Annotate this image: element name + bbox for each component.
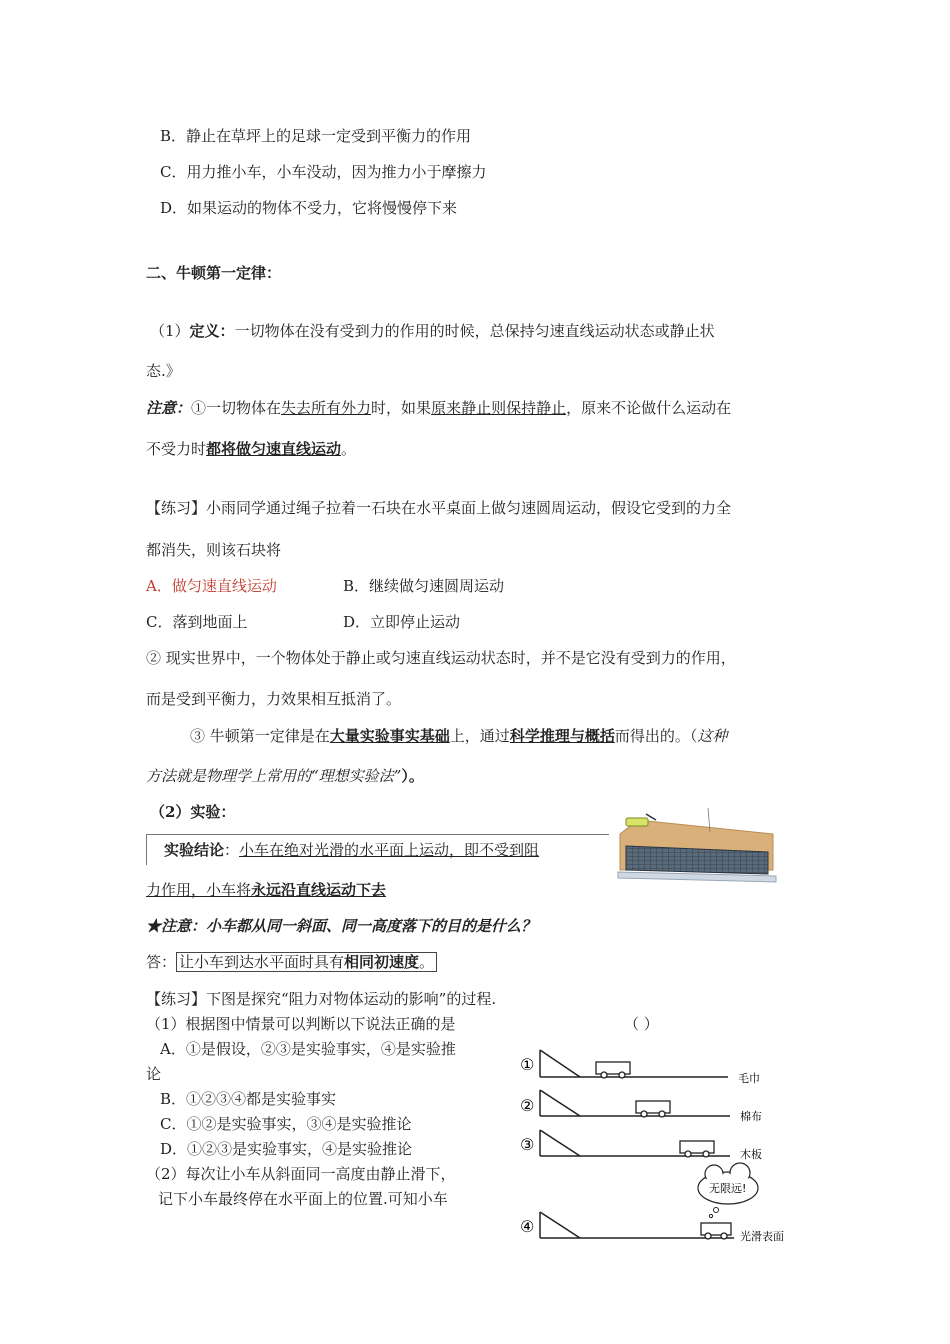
practice2-q2-line-1: （2）每次让小车从斜面同一高度由静止滑下， — [146, 1165, 456, 1183]
note-label: 注意： — [146, 399, 192, 417]
practice1-option-d: D．立即停止运动 — [343, 613, 461, 631]
bubble-text: 无限远! — [709, 1182, 747, 1195]
surface-towel: 毛巾 — [738, 1072, 760, 1085]
conclusion-line-1 — [164, 840, 539, 860]
answer-box — [176, 952, 437, 972]
practice2-option-a-cont: 论 — [146, 1065, 162, 1083]
definition-line-1 — [150, 321, 715, 341]
section-title: 二、牛顿第一定律： — [146, 264, 282, 282]
note1-line-2 — [146, 439, 356, 459]
option-b: B．静止在草坪上的足球一定受到平衡力的作用 — [160, 127, 472, 145]
note1-u1: 失去所有外力 — [281, 399, 372, 417]
practice2-option-a: A．①是假设，②③是实验事实，④是实验推 — [160, 1040, 456, 1058]
definition-label: 定义： — [189, 322, 235, 340]
practice2-q2-line-2: 记下小车最终停在水平面上的位置.可知小车 — [158, 1190, 448, 1208]
practice2-intro: 【练习】下图是探究“阻力对物体运动的影响”的过程. — [146, 990, 497, 1008]
experiment-title: （2）实验： — [150, 803, 236, 821]
note3-u1: 大量实验事实基础 — [329, 727, 450, 745]
note1-u3: 都将做匀速直线运动 — [206, 440, 342, 458]
ramp-2 — [540, 1090, 730, 1116]
practice2-q1: （1）根据图中情景可以判断以下说法正确的是 — [146, 1015, 456, 1033]
practice1-option-b: B．继续做匀速圆周运动 — [343, 577, 505, 595]
option-d: D．如果运动的物体不受力，它将慢慢停下来 — [160, 199, 458, 217]
answer-paren: （ ） — [624, 1015, 659, 1033]
note1-line-1 — [146, 398, 731, 418]
surface-smooth: 光滑表面 — [740, 1230, 784, 1243]
answer-b1: 相同初速度 — [344, 953, 420, 971]
definition-line-2: 态.》 — [146, 362, 181, 380]
answer-label: 答： — [146, 953, 177, 971]
surface-wood: 木板 — [740, 1148, 762, 1161]
note1-t5: 。 — [341, 440, 357, 458]
practice1-line-2: 都消失，则该石块将 — [146, 541, 282, 559]
conclusion-b1: 永远沿直线运动下去 — [251, 881, 387, 899]
note1-u2: 原来静止则保持静止 — [431, 399, 567, 417]
note3-t1: ③ 牛顿第一定律是在 — [190, 727, 330, 745]
answer-line — [146, 952, 437, 972]
note3-i1: 这种 — [697, 727, 728, 745]
conclusion-colon: ： — [224, 841, 240, 859]
note3-t4: ）。 — [401, 767, 424, 785]
conclusion-label: 实验结论 — [164, 841, 225, 859]
car-4 — [701, 1223, 731, 1239]
practice2-option-b: B．①②③④都是实验事实 — [160, 1090, 337, 1108]
conclusion-line-2 — [146, 880, 386, 900]
label-1: ① — [520, 1055, 535, 1074]
conclusion-u1: 小车在绝对光滑的水平面上运动，即不受到阻 — [239, 841, 540, 859]
definition-prefix: （1） — [150, 322, 190, 340]
ramp-1 — [540, 1050, 728, 1077]
note3-t3: 而得出的。（ — [614, 727, 698, 745]
practice2-option-d: D．①②③是实验事实，④是实验推论 — [160, 1140, 413, 1158]
ramp-experiment-image — [608, 804, 778, 884]
car-1 — [596, 1062, 630, 1078]
note1-t4: 不受力时 — [146, 440, 207, 458]
note1-t3: ，原来不论做什么运动在 — [566, 399, 732, 417]
surface-cotton: 棉布 — [740, 1110, 762, 1123]
note3-i2: 方法就是物理学上常用的“理想实验法” — [146, 767, 402, 785]
answer-t2: 。 — [419, 953, 435, 971]
friction-experiment-figure — [518, 1040, 800, 1250]
note1-t2: 时，如果 — [371, 399, 432, 417]
note3-u2: 科学推理与概括 — [509, 727, 615, 745]
practice1-line-1: 【练习】小雨同学通过绳子拉着一石块在水平桌面上做匀速圆周运动，假设它受到的力全 — [146, 499, 732, 517]
label-3: ③ — [520, 1135, 535, 1154]
answer-t1: 让小车到达水平面时具有 — [179, 953, 345, 971]
note1-t1: ①一切物体在 — [191, 399, 282, 417]
note4: ★注意：小车都从同一斜面、同一高度落下的目的是什么？ — [146, 917, 537, 935]
label-4: ④ — [520, 1217, 535, 1236]
option-c: C．用力推小车，小车没动，因为推力小于摩擦力 — [160, 163, 487, 181]
note3-line-1 — [190, 726, 727, 746]
practice1-option-c: C．落到地面上 — [146, 613, 248, 631]
conclusion-u2: 力作用，小车将 — [146, 881, 252, 899]
car-3 — [680, 1141, 714, 1157]
practice2-option-c: C．①②是实验事实，③④是实验推论 — [160, 1115, 412, 1133]
label-2: ② — [520, 1096, 535, 1115]
note2-line-1: ② 现实世界中，一个物体处于静止或匀速直线运动状态时，并不是它没有受到力的作用， — [146, 649, 736, 667]
note3-line-2 — [146, 766, 424, 786]
note3-t2: 上，通过 — [449, 727, 510, 745]
note2-line-2: 而是受到平衡力，力效果相互抵消了。 — [146, 690, 402, 708]
definition-text: 一切物体在没有受到力的作用的时候，总保持匀速直线运动状态或静止状 — [234, 322, 715, 340]
practice1-option-a: A．做匀速直线运动 — [146, 577, 277, 595]
car-2 — [636, 1101, 670, 1117]
